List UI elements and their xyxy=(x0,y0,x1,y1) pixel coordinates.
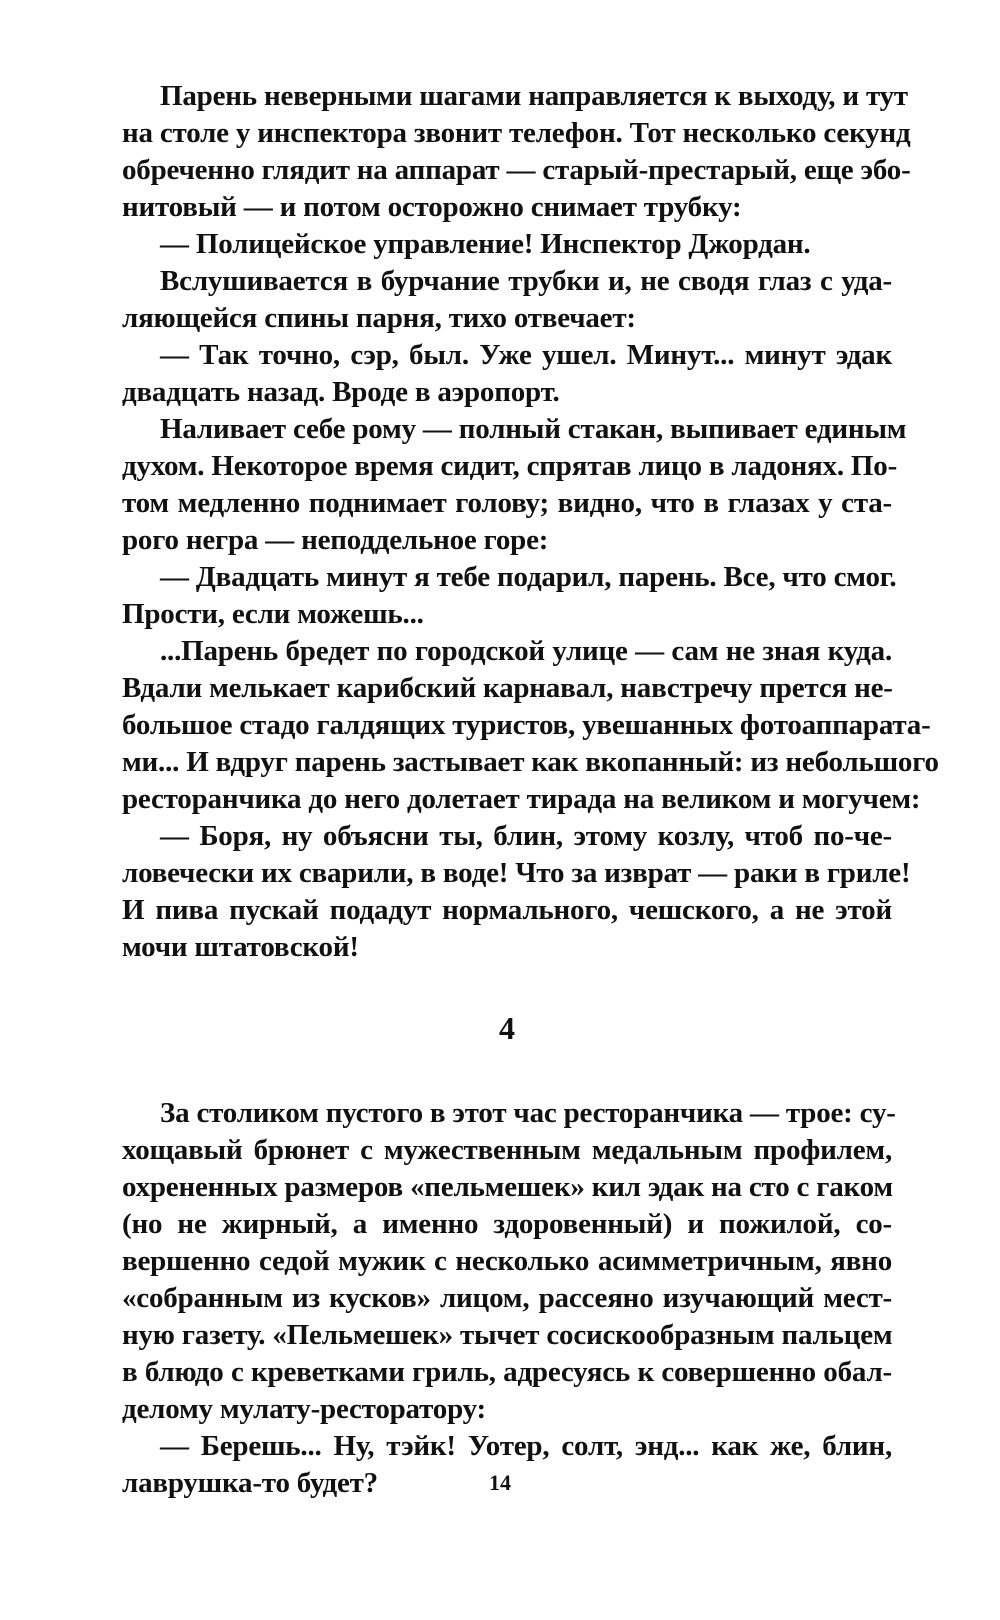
text-line: двадцать назад. Вроде в аэропорт. xyxy=(122,376,560,408)
book-page xyxy=(122,78,939,1502)
text-line: — Полицейское управление! Инспектор Джордан. xyxy=(160,228,811,260)
text-line: обреченно глядит на аппарат — старый-престарый, еще эбо- xyxy=(122,154,911,186)
text-line: охрененных размеров «пельмешек» кил эдак на сто с гаком xyxy=(122,1171,893,1203)
text-line: ную газету. «Пельмешек» тычет сосискообразным пальцем xyxy=(122,1319,893,1351)
text-line: И пива пускай подадут нормального, чешского, а не этой xyxy=(122,894,892,926)
chapter-number: 4 xyxy=(499,1010,515,1046)
text-line: мочи штатовской! xyxy=(122,931,359,963)
text-line: ресторанчика до него долетает тирада на великом и могучем: xyxy=(122,783,921,815)
text-line: — Так точно, сэр, был. Уже ушел. Минут... минут эдак xyxy=(160,339,892,371)
text-block-before-chapter xyxy=(122,78,939,966)
text-line: «собранным из кусков» лицом, рассеяно изучающий мест- xyxy=(122,1282,892,1314)
text-line: — Берешь... Ну, тэйк! Уотер, солт, энд... как же, блин, xyxy=(160,1430,892,1462)
text-line: ловечески их сварили, в воде! Что за изврат — раки в гриле! xyxy=(122,857,911,889)
text-line: ми... И вдруг парень застывает как вкопанный: из небольшого xyxy=(122,746,939,778)
text-line: — Двадцать минут я тебе подарил, парень. Все, что смог. xyxy=(160,561,897,593)
text-line: ...Парень бредет по городской улице — сам не зная куда. xyxy=(160,635,892,667)
text-line: нитовый — и потом осторожно снимает трубку: xyxy=(122,191,742,223)
text-line: хощавый брюнет с мужественным медальным профилем, xyxy=(122,1134,892,1166)
text-line: За столиком пустого в этот час ресторанчика — трое: су- xyxy=(160,1097,896,1129)
text-line: в блюдо с креветками гриль, адресуясь к совершенно обал- xyxy=(122,1356,892,1388)
text-line: делому мулату-ресторатору: xyxy=(122,1393,486,1425)
text-line: духом. Некоторое время сидит, спрятав лицо в ладонях. По- xyxy=(122,450,898,482)
text-line: вершенно седой мужик с несколько асимметричным, явно xyxy=(122,1245,892,1277)
page-number: 14 xyxy=(489,1470,511,1495)
text-line: — Боря, ну объясни ты, блин, этому козлу, чтоб по-че- xyxy=(160,820,892,852)
text-line: Вслушивается в бурчание трубки и, не сводя глаз с уда- xyxy=(160,265,892,297)
text-line: Прости, если можешь... xyxy=(122,598,424,630)
text-line: рого негра — неподдельное горе: xyxy=(122,524,549,556)
text-block-after-chapter xyxy=(122,1095,896,1502)
text-line: Наливает себе рому — полный стакан, выпивает единым xyxy=(160,413,907,445)
text-line: ляющейся спины парня, тихо отвечает: xyxy=(122,302,636,334)
text-line: Вдали мелькает карибский карнавал, навстречу прется не- xyxy=(122,672,893,704)
text-line: Парень неверными шагами направляется к выходу, и тут xyxy=(160,80,908,112)
text-line: на столе у инспектора звонит телефон. Тот несколько секунд xyxy=(122,117,911,149)
text-line: большое стадо галдящих туристов, увешанных фотоаппарата- xyxy=(122,709,931,741)
text-line: лаврушка-то будет? xyxy=(122,1467,378,1499)
text-line: том медленно поднимает голову; видно, что в глазах у ста- xyxy=(122,487,892,519)
text-line: (но не жирный, а именно здоровенный) и пожилой, со- xyxy=(122,1208,892,1240)
